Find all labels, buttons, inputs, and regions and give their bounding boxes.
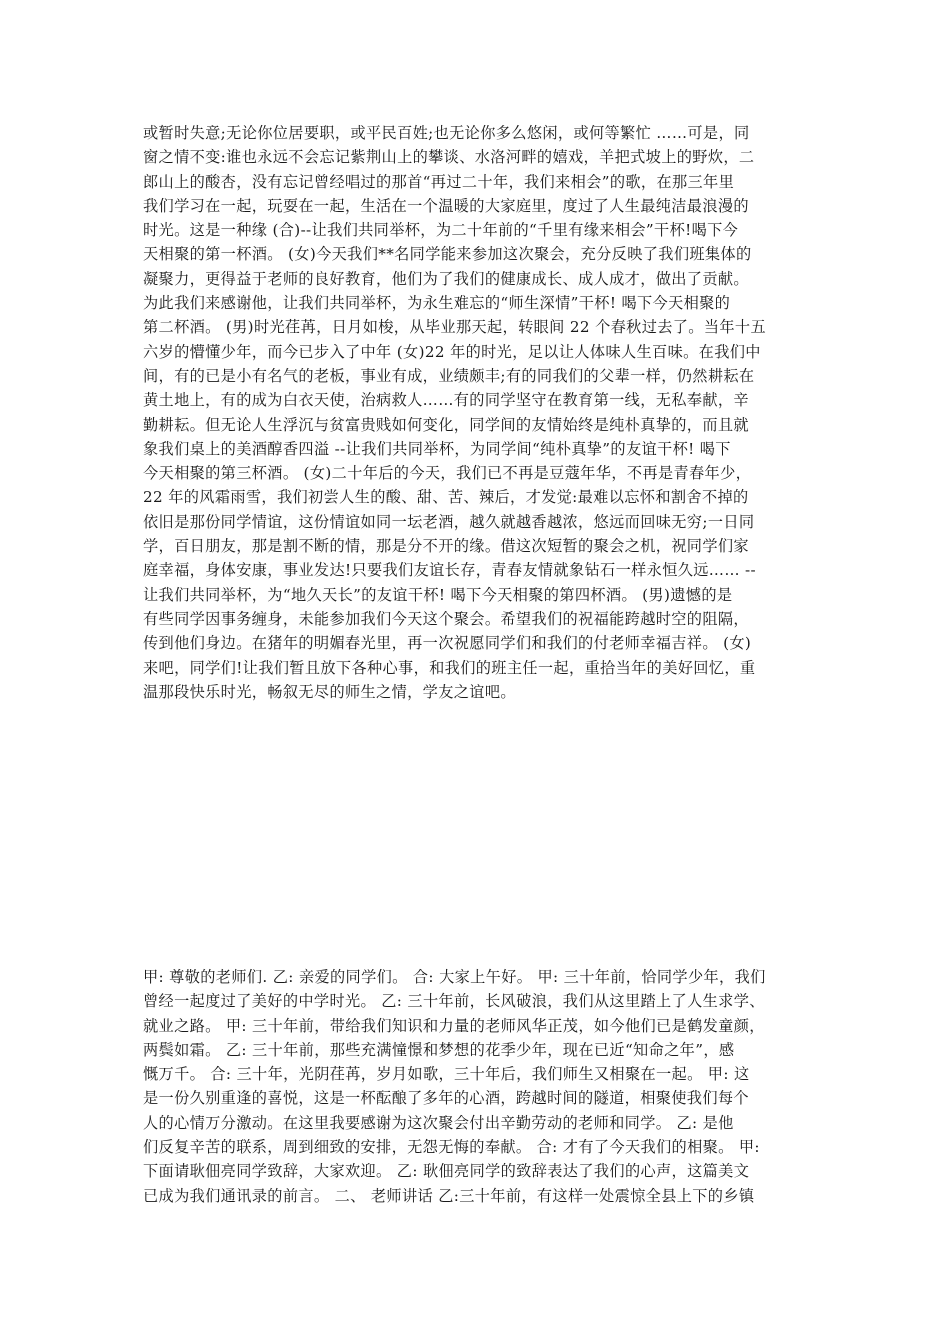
text-line: 依旧是那份同学情谊，这份情谊如同一坛老酒，越久就越香越浓，悠远而回味无穷;一日同 — [143, 512, 755, 531]
text-line: 下面请耿佃亮同学致辞，大家欢迎。 乙: 耿佃亮同学的致辞表达了我们的心声，这篇美文 — [143, 1162, 750, 1181]
text-line: 让我们共同举杯，为“地久天长”的友谊干杯! 喝下今天相聚的第四杯酒。 (男)遗憾的是 — [143, 585, 733, 604]
text-line: 们反复辛苦的联系，周到细致的安排，无怨无悔的奉献。 合: 才有了今天我们的相聚。 甲: — [143, 1138, 760, 1157]
text-line: 学，百日朋友，那是割不断的情，那是分不开的缘。借这次短暂的聚会之机，祝同学们家 — [143, 537, 749, 556]
text-line: 就业之路。 甲: 三十年前，带给我们知识和力量的老师风华正茂，如今他们已是鹤发童颜， — [143, 1016, 765, 1035]
text-line: 我们学习在一起，玩耍在一起，生活在一个温暖的大家庭里，度过了人生最纯洁最浪漫的 — [143, 196, 749, 215]
text-line: 时光。这是一种缘 (合)--让我们共同举杯，为二十年前的“千里有缘来相会”干杯!喝下今 — [143, 221, 739, 240]
text-line: 甲: 尊敬的老师们. 乙: 亲爱的同学们。 合: 大家上午好。 甲: 三十年前，恰同学少年，我们 — [143, 968, 766, 986]
text-line: 是一份久别重逢的喜悦，这是一杯酝酿了多年的心酒，跨越时间的隧道，相聚使我们每个 — [143, 1089, 749, 1108]
text-line: 郎山上的酸杏，没有忘记曾经唱过的那首“再过二十年，我们来相会”的歌，在那三年里 — [143, 172, 735, 191]
text-line: 温那段快乐时光，畅叙无尽的师生之情，学友之谊吧。 — [143, 682, 516, 701]
speech-text-block-1 — [143, 121, 811, 704]
text-line: 天相聚的第一杯酒。 (女)今天我们**名同学能来参加这次聚会，充分反映了我们班集体的 — [143, 245, 752, 264]
text-line: 22 年的风霜雨雪，我们初尝人生的酸、甜、苦、辣后，才发觉:最难以忘怀和割舍不掉的 — [143, 488, 749, 507]
text-line: 慨万千。 合: 三十年，光阴荏苒，岁月如歌，三十年后，我们师生又相聚在一起。 甲: 这 — [143, 1065, 750, 1084]
text-line: 已成为我们通讯录的前言。 二、 老师讲话 乙:三十年前，有这样一处震惊全县上下的乡镇 — [143, 1186, 755, 1205]
text-line: 人的心情万分激动。在这里我要感谢为这次聚会付出辛勤劳动的老师和同学。 乙: 是他 — [143, 1113, 734, 1132]
text-line: 黄土地上，有的成为白衣天使，治病救人……有的同学坚守在教育第一线，无私奉献，辛 — [143, 391, 749, 410]
text-line: 为此我们来感谢他，让我们共同举杯，为永生难忘的“师生深情”干杯! 喝下今天相聚的 — [143, 294, 731, 313]
text-line: 窗之情不变:谁也永远不会忘记紫荆山上的攀谈、水洛河畔的嬉戏，羊把式坡上的野炊，二 — [143, 148, 755, 167]
text-line: 传到他们身边。在猪年的明媚春光里，再一次祝愿同学们和我们的付老师幸福吉祥。 (女) — [143, 634, 752, 653]
text-line: 两鬓如霜。 乙: 三十年前，那些充满憧憬和梦想的花季少年，现在已近“知命之年”，感 — [143, 1040, 735, 1059]
text-line: 凝聚力，更得益于老师的良好教育，他们为了我们的健康成长、成人成才，做出了贡献。 — [143, 269, 749, 288]
text-line: 六岁的懵懂少年，而今已步入了中年 (女)22 年的时光，足以让人体味人生百味。在我们中 — [143, 342, 761, 361]
text-line: 庭幸福，身体安康，事业发达!只要我们友谊长存，青春友情就象钻石一样永恒久远…… -- — [143, 561, 757, 580]
text-line: 或暂时失意;无论你位居要职，或平民百姓;也无论你多么悠闲，或何等繁忙 ……可是，同 — [143, 124, 750, 142]
text-line: 间，有的已是小有名气的老板，事业有成，业绩颇丰;有的同我们的父辈一样，仍然耕耘在 — [143, 366, 755, 385]
text-line: 今天相聚的第三杯酒。 (女)二十年后的今天，我们已不再是豆蔻年华，不再是青春年少， — [143, 464, 752, 483]
text-line: 来吧，同学们!让我们暂且放下各种心事，和我们的班主任一起，重拾当年的美好回忆，重 — [143, 658, 756, 677]
text-line: 第二杯酒。 (男)时光荏苒，日月如梭，从毕业那天起，转眼间 22 个春秋过去了。当年十五 — [143, 318, 766, 337]
text-line: 有些同学因事务缠身，未能参加我们今天这个聚会。希望我们的祝福能跨越时空的阻隔， — [143, 609, 749, 628]
text-line: 象我们桌上的美酒醇香四溢 --让我们共同举杯，为同学间“纯朴真挚”的友谊干杯! 喝下 — [143, 439, 731, 458]
speech-text-block-2 — [143, 965, 811, 1208]
text-line: 曾经一起度过了美好的中学时光。 乙: 三十年前，长风破浪，我们从这里踏上了人生求学、 — [143, 992, 765, 1011]
text-line: 勤耕耘。但无论人生浮沉与贫富贵贱如何变化，同学间的友情始终是纯朴真挚的，而且就 — [143, 415, 749, 434]
